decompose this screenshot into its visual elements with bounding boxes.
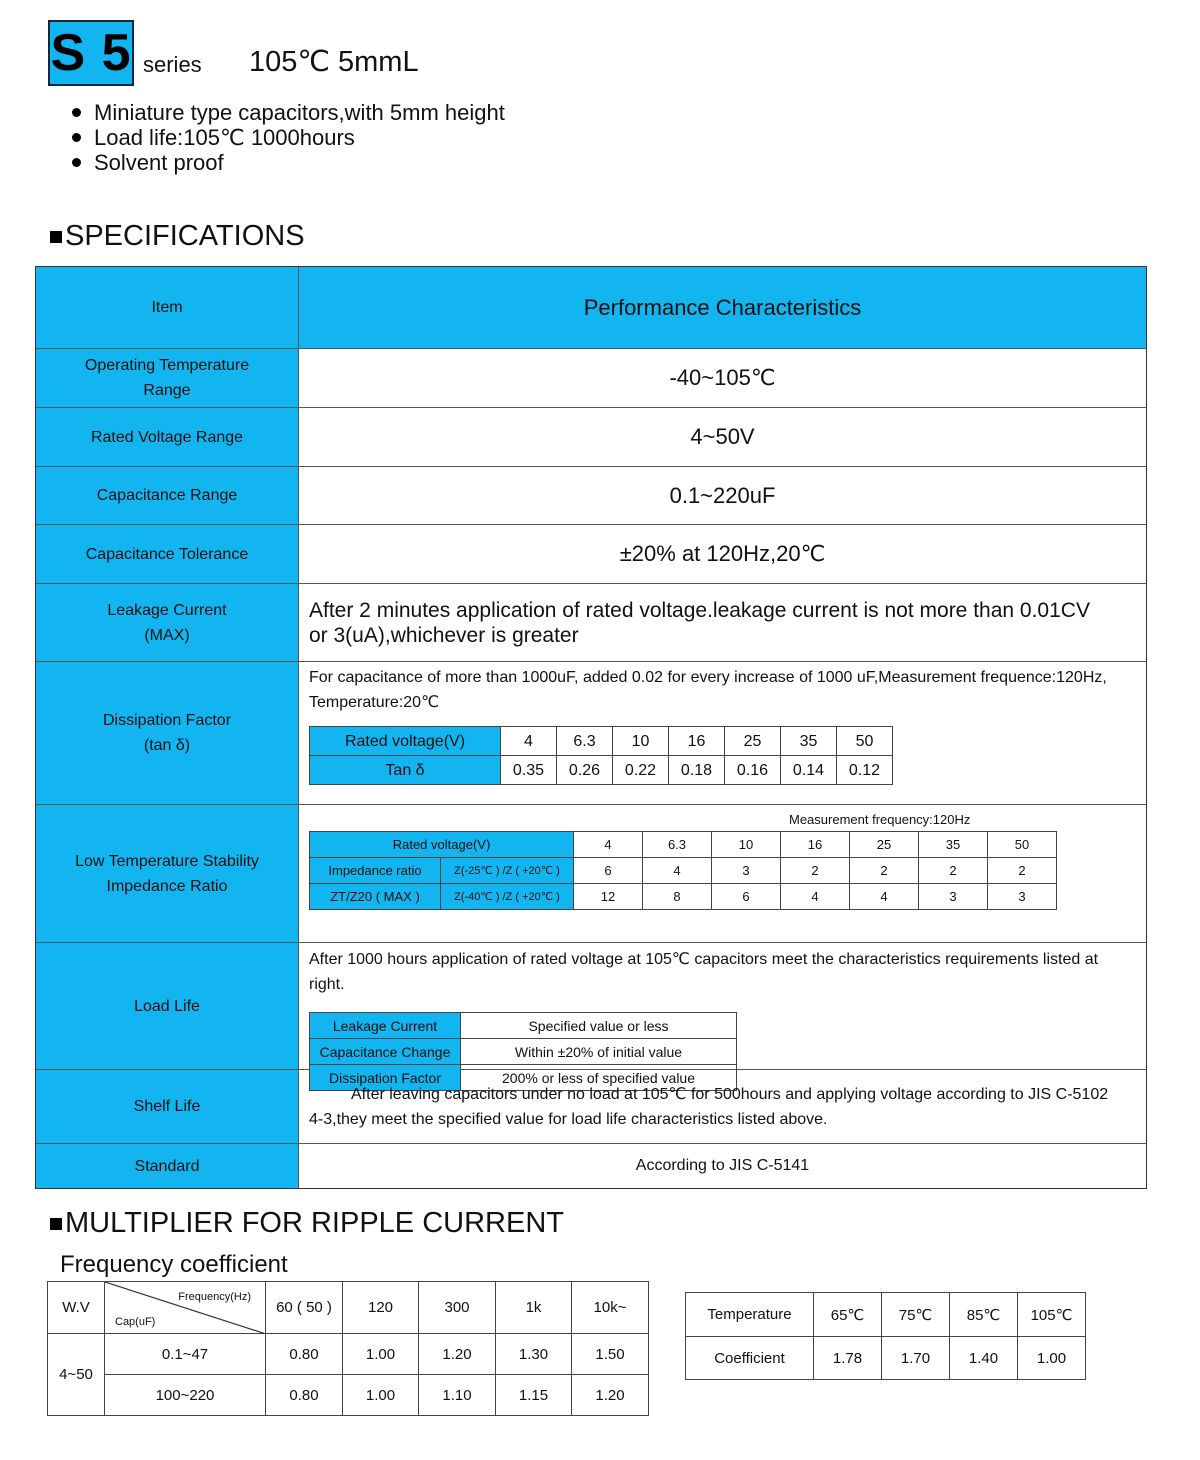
frequency-cell: 10k~ (572, 1282, 649, 1334)
spec-row-capacitance-range (36, 467, 1146, 525)
temperature-coefficient-table (685, 1292, 1086, 1380)
voltage-cell: 4 (501, 727, 557, 756)
tan-cell: 0.26 (557, 756, 613, 785)
spec-item-label: Capacitance Tolerance (36, 525, 299, 583)
series-word: series (143, 52, 202, 77)
voltage-cell: 35 (781, 727, 837, 756)
coefficient-cell: 1.20 (572, 1375, 649, 1416)
coefficient-cell: 1.00 (343, 1334, 419, 1375)
spec-item-label: Rated Voltage Range (36, 408, 299, 466)
coefficient-cell: 0.80 (266, 1375, 343, 1416)
load-life-label: Dissipation Factor (310, 1065, 461, 1091)
spec-value: After 1000 hours application of rated voltage at 105℃ capacitors meet the characteristics requirements listed at right. Leakage Current Specified value or less Capacitance Change Within ±20% of initial value Dissipation Factor 200% or less of specified value (299, 943, 1146, 1069)
ratio-cell: 8 (643, 884, 712, 910)
coefficient-cell: 1.70 (882, 1337, 950, 1380)
coefficient-cell: 1.10 (419, 1375, 496, 1416)
spec-value: After leaving capacitors under no load at 105℃ for 500hours and applying voltage according to JIS C-5102 4-3,they meet the specified value for load life characteristics listed above. (309, 1085, 1109, 1128)
voltage-cell: 16 (781, 832, 850, 858)
tan-cell: 0.18 (669, 756, 725, 785)
rated-voltage-label: Rated voltage(V) (310, 832, 574, 858)
tan-cell: 0.14 (781, 756, 837, 785)
tan-cell: 0.12 (837, 756, 893, 785)
measurement-frequency-note: Measurement frequency:120Hz (789, 812, 971, 827)
voltage-cell: 50 (988, 832, 1057, 858)
voltage-cell: 6.3 (643, 832, 712, 858)
spec-row-shelf-life (36, 1070, 1146, 1144)
coefficient-cell: 1.30 (496, 1334, 572, 1375)
ratio-cell: 12 (574, 884, 643, 910)
spec-item-label: Operating Temperature Range (36, 349, 299, 407)
temperature-cell: 75℃ (882, 1293, 950, 1337)
spec-value: ±20% at 120Hz,20℃ (619, 541, 826, 566)
ratio-cell: 4 (781, 884, 850, 910)
square-bullet-icon (50, 231, 62, 243)
voltage-cell: 10 (613, 727, 669, 756)
ratio-cell: 4 (850, 884, 919, 910)
spec-header-row (36, 267, 1146, 349)
cap-axis-label: Cap(uF) (115, 1316, 156, 1328)
ratio-cell: 2 (988, 858, 1057, 884)
condition-label: Z(-25℃ ) /Z ( +20℃ ) (441, 858, 574, 884)
frequency-coefficient-subtitle: Frequency coefficient (60, 1251, 288, 1278)
specifications-table (35, 266, 1147, 1189)
rated-voltage-label: Rated voltage(V) (310, 727, 501, 756)
bullet-icon (72, 158, 81, 167)
coefficient-cell: 1.50 (572, 1334, 649, 1375)
spec-row-low-temp (36, 805, 1146, 943)
voltage-cell: 25 (850, 832, 919, 858)
voltage-cell: 4 (574, 832, 643, 858)
bullet-icon (72, 108, 81, 117)
ratio-cell: 3 (919, 884, 988, 910)
spec-item-label: Capacitance Range (36, 467, 299, 524)
wv-value: 4~50 (48, 1334, 105, 1416)
load-life-value: 200% or less of specified value (461, 1065, 737, 1091)
coefficient-cell: 1.15 (496, 1375, 572, 1416)
spec-value: According to JIS C-5141 (635, 1157, 810, 1174)
spec-value (299, 805, 1146, 942)
ratio-cell: 2 (850, 858, 919, 884)
load-life-label: Leakage Current (310, 1013, 461, 1039)
performance-header: Performance Characteristics (299, 267, 1146, 348)
series-spec: 105℃ 5mmL (249, 46, 419, 78)
series-code: S 5 (50, 24, 132, 82)
freq-cap-header (105, 1282, 266, 1334)
frequency-axis-label: Frequency(Hz) (178, 1291, 251, 1303)
feature-item: Load life:105℃ 1000hours (72, 125, 505, 150)
spec-row-standard (36, 1144, 1146, 1188)
load-life-value: Specified value or less (461, 1013, 737, 1039)
frequency-cell: 300 (419, 1282, 496, 1334)
feature-item: Solvent proof (72, 150, 505, 175)
cap-range-cell: 0.1~47 (105, 1334, 266, 1375)
load-life-label: Capacitance Change (310, 1039, 461, 1065)
spec-value: 0.1~220uF (669, 482, 776, 508)
ratio-cell: 6 (574, 858, 643, 884)
spec-row-operating-temp (36, 349, 1146, 408)
cap-range-cell: 100~220 (105, 1375, 266, 1416)
spec-value: For capacitance of more than 1000uF, added 0.02 for every increase of 1000 uF,Measurement frequence:120Hz, Temperature:20℃ Rated voltage(V) 4 6.3 10 16 25 35 50 Tan δ 0.35 0.26 0.22 0.18 0.16 0.14 0.12 (299, 662, 1146, 804)
coefficient-cell: 1.00 (1018, 1337, 1086, 1380)
low-temp-table (309, 831, 1057, 910)
temperature-cell: 65℃ (814, 1293, 882, 1337)
tan-cell: 0.16 (725, 756, 781, 785)
ratio-cell: 4 (643, 858, 712, 884)
spec-item-label: Standard (36, 1144, 299, 1188)
spec-item-label: Leakage Current (MAX) (36, 584, 299, 661)
coefficient-cell: 1.40 (950, 1337, 1018, 1380)
voltage-cell: 16 (669, 727, 725, 756)
condition-label: Z(-40℃ ) /Z ( +20℃ ) (441, 884, 574, 910)
frequency-coefficient-table (47, 1281, 649, 1416)
ratio-cell: 6 (712, 884, 781, 910)
ratio-cell: 3 (988, 884, 1057, 910)
feature-list (72, 100, 505, 175)
ratio-cell: 3 (712, 858, 781, 884)
spec-item-label: Low Temperature Stability Impedance Ratio (36, 805, 299, 942)
feature-item: Miniature type capacitors,with 5mm height (72, 100, 505, 125)
spec-row-rated-voltage (36, 408, 1146, 467)
item-header: Item (36, 267, 299, 348)
voltage-cell: 35 (919, 832, 988, 858)
coefficient-cell: 1.20 (419, 1334, 496, 1375)
wv-header: W.V (48, 1282, 105, 1334)
zt-z20-label: ZT/Z20 ( MAX ) (310, 884, 441, 910)
temperature-cell: 105℃ (1018, 1293, 1086, 1337)
voltage-cell: 50 (837, 727, 893, 756)
spec-item-label: Load Life (36, 943, 299, 1069)
spec-value: After 2 minutes application of rated voltage.leakage current is not more than 0.01CV or 3(uA),whichever is greater (309, 598, 1090, 647)
impedance-ratio-label: Impedance ratio (310, 858, 441, 884)
spec-value: -40~105℃ (669, 365, 776, 390)
temperature-label: Temperature (686, 1293, 814, 1337)
series-badge (48, 20, 134, 86)
specifications-heading: SPECIFICATIONS (50, 220, 305, 253)
temperature-cell: 85℃ (950, 1293, 1018, 1337)
voltage-cell: 25 (725, 727, 781, 756)
ratio-cell: 2 (781, 858, 850, 884)
spec-row-capacitance-tolerance (36, 525, 1146, 584)
coefficient-cell: 1.00 (343, 1375, 419, 1416)
voltage-cell: 6.3 (557, 727, 613, 756)
coefficient-label: Coefficient (686, 1337, 814, 1380)
coefficient-cell: 0.80 (266, 1334, 343, 1375)
ratio-cell: 2 (919, 858, 988, 884)
spec-row-leakage (36, 584, 1146, 662)
bullet-icon (72, 133, 81, 142)
frequency-cell: 120 (343, 1282, 419, 1334)
spec-item-label: Shelf Life (36, 1070, 299, 1143)
spec-item-label: Dissipation Factor (tan δ) (36, 662, 299, 804)
tan-cell: 0.35 (501, 756, 557, 785)
frequency-cell: 1k (496, 1282, 572, 1334)
tan-cell: 0.22 (613, 756, 669, 785)
spec-value: 4~50V (690, 424, 755, 449)
dissipation-table (309, 726, 893, 785)
load-life-value: Within ±20% of initial value (461, 1039, 737, 1065)
voltage-cell: 10 (712, 832, 781, 858)
tan-delta-label: Tan δ (310, 756, 501, 785)
frequency-cell: 60 ( 50 ) (266, 1282, 343, 1334)
ripple-heading: MULTIPLIER FOR RIPPLE CURRENT (50, 1207, 564, 1240)
spec-row-load-life (36, 943, 1146, 1086)
spec-row-dissipation (36, 662, 1146, 805)
coefficient-cell: 1.78 (814, 1337, 882, 1380)
square-bullet-icon (50, 1218, 62, 1230)
